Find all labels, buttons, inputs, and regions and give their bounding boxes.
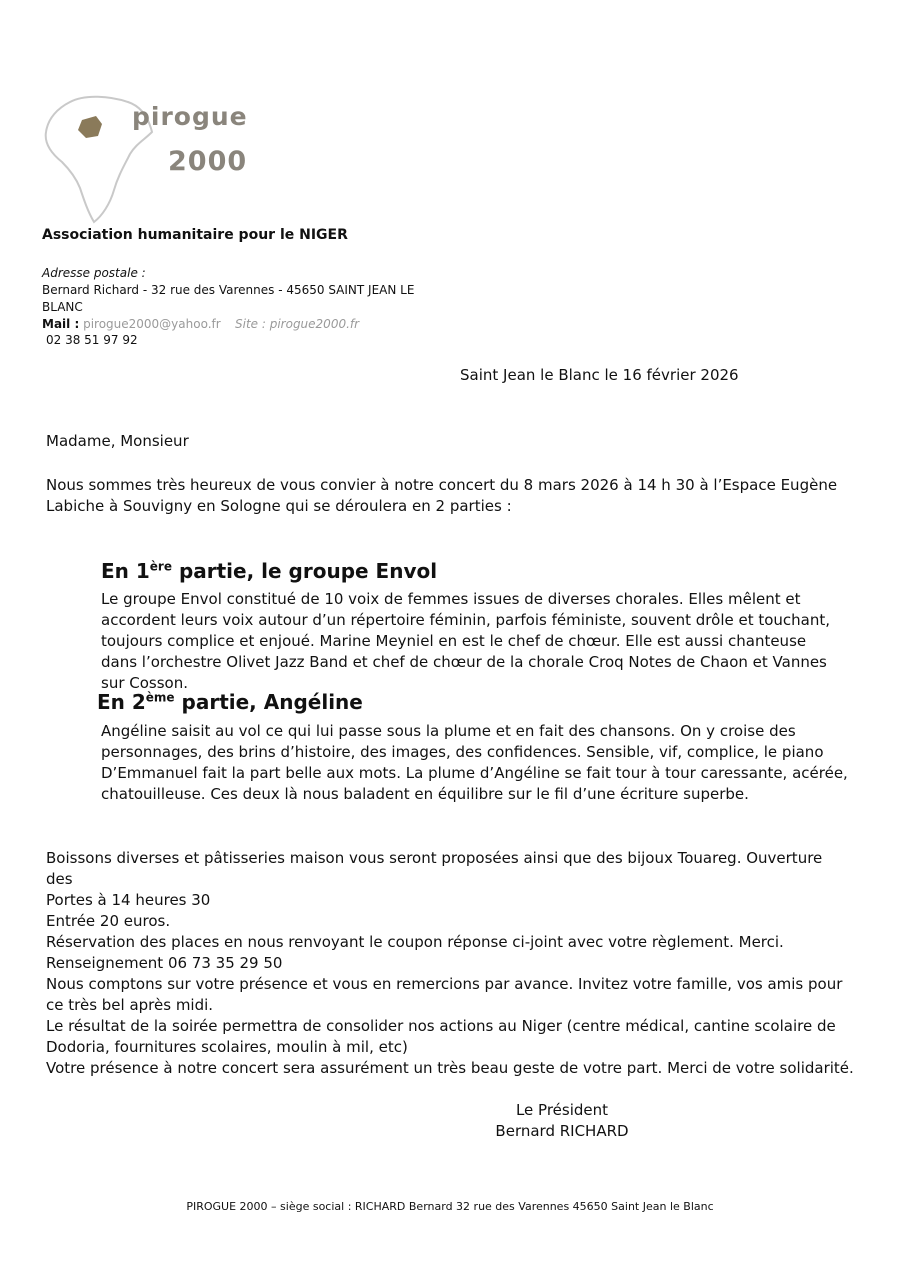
signature-name: Bernard RICHARD xyxy=(495,1122,629,1140)
info-line: Réservation des places en nous renvoyant le coupon réponse ci-joint avec votre règlement. Merci. xyxy=(46,933,784,951)
mail-link[interactable]: pirogue2000@yahoo.fr xyxy=(83,317,221,331)
letter-date: Saint Jean le Blanc le 16 février 2026 xyxy=(460,366,739,384)
part1-heading: En 1ère partie, le groupe Envol xyxy=(101,559,438,583)
address-label: Adresse postale : xyxy=(42,266,146,280)
logo-text-2000: 2000 xyxy=(168,146,248,177)
mail-label: Mail : xyxy=(42,317,80,331)
info-line: Le résultat de la soirée permettra de consolider nos actions au Niger (centre médical, cantine scolaire de Dodoria, fournitures scolaires, moulin à mil, etc) xyxy=(46,1017,836,1056)
footer: PIROGUE 2000 – siège social : RICHARD Bernard 32 rue des Varennes 45650 Saint Jean le Blanc xyxy=(186,1200,714,1213)
site-link[interactable]: Site : pirogue2000.fr xyxy=(235,317,360,331)
info-line: Nous comptons sur votre présence et vous en remercions par avance. Invitez votre famille, vos amis pour ce très bel après midi. xyxy=(46,975,843,1014)
address-line: Bernard Richard - 32 rue des Varennes - 45650 SAINT JEAN LE BLANC xyxy=(42,283,415,314)
mail-row xyxy=(42,316,221,333)
intro-paragraph: Nous sommes très heureux de vous convier à notre concert du 8 mars 2026 à 14 h 30 à l’Espace Eugène Labiche à Souvigny en Sologne qui se déroulera en 2 parties : xyxy=(46,476,838,515)
signature-title: Le Président xyxy=(515,1101,609,1119)
info-line: Entrée 20 euros. xyxy=(46,912,171,930)
signature-block xyxy=(487,1100,637,1142)
info-line: Boissons diverses et pâtisseries maison vous seront proposées ainsi que des bijoux Touareg. Ouverture des xyxy=(46,849,823,888)
part2-heading: En 2ème partie, Angéline xyxy=(97,690,363,714)
part1-paragraph: Le groupe Envol constitué de 10 voix de femmes issues de diverses chorales. Elles mêlent et accordent leurs voix autour d’un répertoire féminin, parfois féministe, souvent drôle et touchant, toujours complice et enjoué. Marine Meyniel en est le chef de chœur. Elle est aussi chanteuse dans l’orchestre Olivet Jazz Band et chef de chœur de la chorale Croq Notes de Chaon et Vannes sur Cosson. xyxy=(101,590,831,692)
salutation: Madame, Monsieur xyxy=(46,432,189,450)
logo-text-pirogue: pirogue xyxy=(132,102,248,131)
practical-info xyxy=(46,848,846,1058)
info-line: Renseignement 06 73 35 29 50 xyxy=(46,954,283,972)
info-line: Portes à 14 heures 30 xyxy=(46,891,211,909)
organization-tagline: Association humanitaire pour le NIGER xyxy=(42,227,348,243)
phone-number: 02 38 51 97 92 xyxy=(46,333,138,347)
part2-paragraph: Angéline saisit au vol ce qui lui passe sous la plume et en fait des chansons. On y croise des personnages, des brins d’histoire, des images, des confidences. Sensible, vif, complice, le piano D’Emmanuel fait la part belle aux mots. La plume d’Angéline se fait tour à tour caressante, acérée, chatouilleuse. Ces deux là nous baladent en équilibre sur le fil d’une écriture superbe. xyxy=(101,722,848,803)
closing-paragraph: Votre présence à notre concert sera assurément un très beau geste de votre part. Merci de votre solidarité. xyxy=(46,1059,854,1077)
